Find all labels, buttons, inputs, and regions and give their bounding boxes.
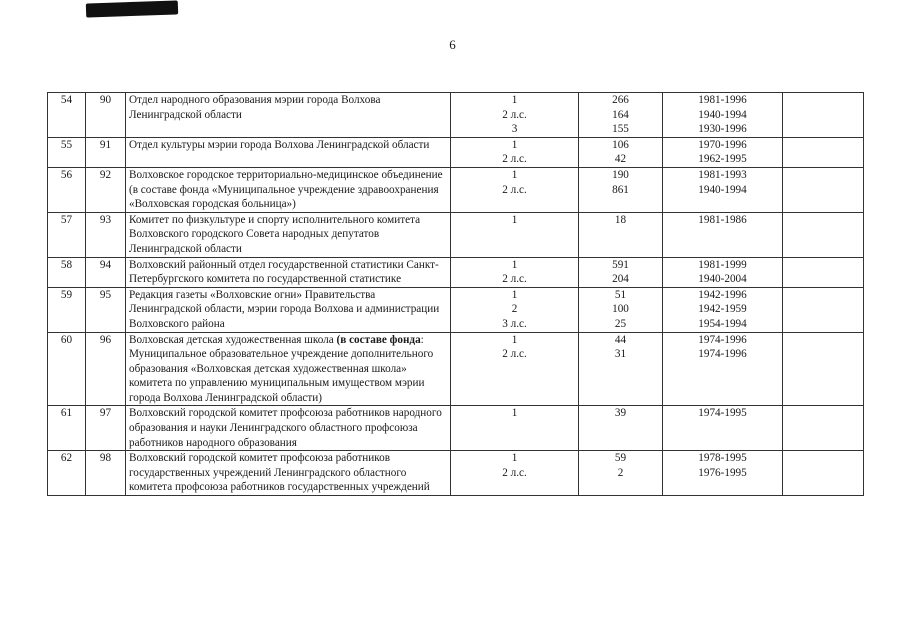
inventory-number: 2 л.с. [502,273,527,286]
note-cell [783,167,864,212]
table-row [48,257,864,287]
inventory-number: 2 [511,303,518,316]
row-number: 61 [60,407,73,420]
inventory-number: 1 [511,94,518,106]
row-number: 59 [60,288,73,301]
fund-name-text: Волховский городской комитет профсоюза работников народного образования и науки Ленинградского областного профсоюза работников народного образования [129,407,442,449]
fund-number-cell [86,93,126,138]
note-cell [783,451,864,496]
row-number-cell [48,257,86,287]
note-cell [783,332,864,406]
date-range: 1981-1986 [698,213,747,226]
row-number: 56 [60,168,73,181]
fund-number-cell [86,332,126,406]
row-number-cell [48,93,86,138]
date-range: 1940-1994 [698,183,747,196]
table-row [48,332,864,406]
fund-name-text: : Муниципальное образовательное учреждение дополнительного образования «Волховская детская художественная школа» комитета по управлению муниципальным имуществом мэрии города Волхова Ленинградской области) [129,333,434,404]
file-count: 51 [614,288,627,301]
fund-number-cell [86,406,126,451]
note-cell [783,406,864,451]
date-range: 1974-1995 [698,407,747,420]
date-range-cell [663,451,783,496]
inventory-cell [451,451,579,496]
note-cell [783,257,864,287]
table-row [48,287,864,332]
date-range: 1978-1995 [698,452,747,465]
date-range: 1962-1995 [698,153,747,166]
fund-number-cell [86,167,126,212]
date-range-cell [663,332,783,406]
page-number: 6 [449,37,456,52]
date-range: 1940-1994 [698,108,747,121]
file-count: 100 [612,303,629,316]
row-number-cell [48,451,86,496]
inventory-number: 1 [511,213,518,226]
fund-number-cell [86,212,126,257]
fund-name-cell [126,451,451,496]
archive-fund-table [47,92,864,496]
inventory-number: 2 л.с. [502,153,527,166]
fund-name-text: Волховское городское территориально-медицинское объединение (в составе фонда «Муниципальное учреждение здравоохранения «Волховская городская больница») [129,168,443,211]
date-range-cell [663,406,783,451]
file-count: 190 [612,168,629,181]
inventory-number: 2 л.с. [502,183,527,196]
file-count: 44 [614,333,627,346]
file-count-cell [579,93,663,138]
date-range: 1940-2004 [698,273,747,286]
inventory-number: 1 [511,452,518,465]
file-count: 25 [614,317,627,330]
note-cell [783,212,864,257]
date-range-cell [663,212,783,257]
date-range-cell [663,167,783,212]
fund-name-cell [126,137,451,167]
inventory-cell [451,137,579,167]
file-count: 591 [612,258,629,271]
date-range: 1954-1994 [698,317,747,330]
file-count: 31 [614,348,627,361]
fund-name-text: Волховский районный отдел государственной статистики Санкт-Петербургского комитета по государственной статистике [129,258,439,286]
fund-name-cell [126,332,451,406]
fund-name-text: Волховский городской комитет профсоюза работников государственных учреждений Ленинградского областного комитета профсоюза работников государственных учреждений [129,452,430,494]
file-count: 39 [614,407,627,420]
inventory-cell [451,406,579,451]
file-count-cell [579,451,663,496]
row-number-cell [48,167,86,212]
date-range: 1942-1959 [698,303,747,316]
file-count-cell [579,287,663,332]
fund-number-cell [86,451,126,496]
file-count: 106 [612,138,629,151]
fund-name-bold-text: (в составе фонда [336,333,421,346]
fund-number: 91 [99,138,112,151]
inventory-cell [451,212,579,257]
file-count: 204 [612,273,629,286]
fund-name-cell [126,167,451,212]
fund-name-text: Волховская детская художественная школа [129,333,337,346]
date-range-cell [663,287,783,332]
date-range: 1981-1996 [698,94,747,106]
row-number-cell [48,406,86,451]
file-count: 155 [612,123,629,136]
inventory-number: 3 л.с. [502,317,527,330]
fund-name-text: Редакция газеты «Волховские огни» Правительства Ленинградской области, мэрии города Волхова и администрации Волховского района [129,288,440,330]
inventory-number: 2 л.с. [502,108,527,121]
inventory-cell [451,167,579,212]
note-cell [783,287,864,332]
date-range: 1974-1996 [698,333,747,346]
inventory-cell [451,93,579,138]
fund-number: 96 [99,333,112,346]
row-number: 62 [60,452,73,465]
table-row [48,406,864,451]
inventory-cell [451,332,579,406]
file-count-cell [579,167,663,212]
row-number: 55 [60,138,73,151]
fund-number-cell [86,257,126,287]
file-count: 861 [612,183,629,196]
fund-number: 98 [99,452,112,465]
table-row [48,167,864,212]
fund-number: 97 [99,407,112,420]
fund-name-text: Отдел народного образования мэрии города Волхова Ленинградской области [129,94,381,121]
row-number-cell [48,332,86,406]
inventory-number: 1 [511,138,518,151]
file-count: 59 [614,452,627,465]
file-count: 164 [612,108,629,121]
file-count-cell [579,332,663,406]
fund-number: 95 [99,288,112,301]
fund-name-text: Отдел культуры мэрии города Волхова Ленинградской области [129,138,430,151]
fund-name-cell [126,257,451,287]
row-number-cell [48,137,86,167]
note-cell [783,137,864,167]
inventory-cell [451,257,579,287]
row-number: 58 [60,258,73,271]
fund-name-cell [126,406,451,451]
inventory-number: 3 [511,123,518,136]
inventory-number: 2 л.с. [502,348,527,361]
date-range-cell [663,93,783,138]
date-range: 1981-1999 [698,258,747,271]
date-range: 1981-1993 [698,168,747,181]
date-range-cell [663,137,783,167]
fund-number: 90 [99,94,112,106]
fund-number: 94 [99,258,112,271]
file-count: 18 [614,213,627,226]
file-count: 266 [612,94,629,106]
file-count-cell [579,406,663,451]
table-row [48,451,864,496]
fund-name-cell [126,212,451,257]
note-cell [783,93,864,138]
file-count-cell [579,257,663,287]
row-number: 57 [60,213,73,226]
inventory-cell [451,287,579,332]
inventory-number: 1 [511,288,518,301]
file-count: 2 [617,466,624,479]
table-row [48,93,864,138]
inventory-number: 2 л.с. [502,466,527,479]
date-range: 1974-1996 [698,348,747,361]
inventory-number: 1 [511,168,518,181]
row-number-cell [48,287,86,332]
inventory-number: 1 [511,333,518,346]
fund-number: 93 [99,213,112,226]
row-number-cell [48,212,86,257]
file-count-cell [579,137,663,167]
row-number: 60 [60,333,73,346]
date-range: 1942-1996 [698,288,747,301]
table-row [48,212,864,257]
date-range: 1976-1995 [698,466,747,479]
fund-number: 92 [99,168,112,181]
inventory-number: 1 [511,407,518,420]
file-count-cell [579,212,663,257]
redaction-mark [86,0,178,17]
fund-name-text: Комитет по физкультуре и спорту исполнительного комитета Волховского городского Совета народных депутатов Ленинградской области [129,213,421,255]
date-range: 1930-1996 [698,123,747,136]
fund-name-cell [126,287,451,332]
inventory-number: 1 [511,258,518,271]
fund-number-cell [86,137,126,167]
row-number: 54 [60,94,73,106]
date-range-cell [663,257,783,287]
date-range: 1970-1996 [698,138,747,151]
file-count: 42 [614,153,627,166]
fund-name-cell [126,93,451,138]
table-row [48,137,864,167]
fund-number-cell [86,287,126,332]
